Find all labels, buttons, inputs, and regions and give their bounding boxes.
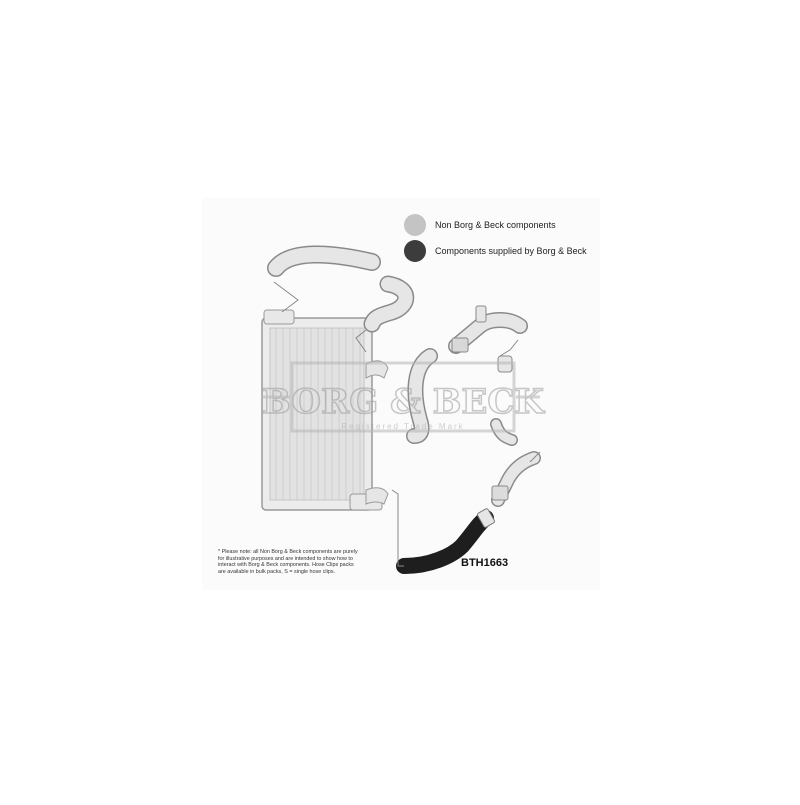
disclaimer-note: * Please note: all Non Borg & Beck components are purely for illustrative purposes and are intended to show how to interact with Borg & Beck components. Hose Clips packs are available in bulk packs, S = single hose clips. — [218, 549, 358, 575]
part-number-label: BTH1663 — [461, 557, 509, 569]
legend-borg-beck — [404, 240, 587, 262]
legend-non-borg-beck — [404, 214, 556, 236]
watermark-tagline: Registered Trade Mark — [341, 422, 465, 431]
legend-swatch-dark — [404, 240, 426, 262]
legend-label-non-borg-beck: Non Borg & Beck components — [435, 220, 556, 230]
legend-label-borg-beck: Components supplied by Borg & Beck — [435, 246, 587, 256]
legend-swatch-grey — [404, 214, 426, 236]
watermark-brand: BORG & BECK — [262, 382, 544, 422]
